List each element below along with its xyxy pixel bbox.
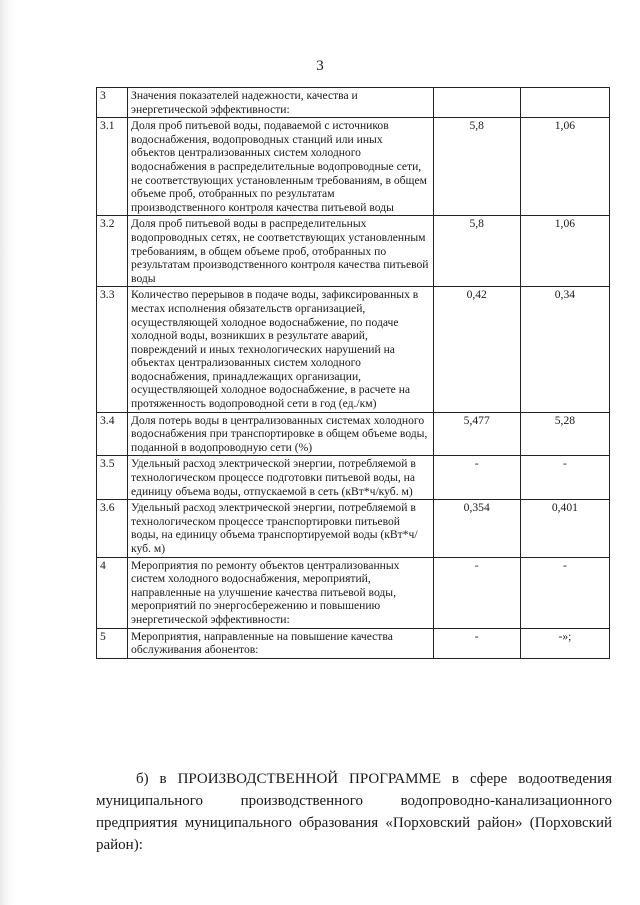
table-row xyxy=(97,216,610,287)
row-description: Значения показателей надежности, качества и энергетической эффективности: xyxy=(128,88,434,118)
indicators-table xyxy=(96,87,610,659)
row-description: Мероприятия по ремонту объектов централизованных систем холодного водоснабжения, мероприятий, направленные на улучшение качества питьевой воды, мероприятий по энергосбережению и повышению энергетической эффективности: xyxy=(128,557,434,628)
row-description: Удельный расход электрической энергии, потребляемой в технологическом процессе подготовки питьевой воды, на единицу объема воды, отпускаемой в сеть (кВт*ч/куб. м) xyxy=(128,456,434,500)
table-row xyxy=(97,412,610,456)
row-value-1: - xyxy=(433,557,520,628)
row-description: Мероприятия, направленные на повышение качества обслуживания абонентов: xyxy=(128,628,434,658)
row-description: Удельный расход электрической энергии, потребляемой в технологическом процессе транспортировки питьевой воды, на единицу объема транспортируемой воды (кВт*ч/куб. м) xyxy=(128,500,434,557)
row-value-1: 0,42 xyxy=(433,287,520,412)
row-description: Доля проб питьевой воды в распределительных водопроводных сетях, не соответствующих установленным требованиям, в общем объеме проб, отобранных по результатам производственного контроля качества питьевой воды xyxy=(128,216,434,287)
row-value-2: 0,34 xyxy=(520,287,609,412)
row-value-2: 1,06 xyxy=(520,118,609,216)
row-value-2: - xyxy=(520,557,609,628)
row-value-2: 1,06 xyxy=(520,216,609,287)
row-value-1: 0,354 xyxy=(433,500,520,557)
row-number: 3.5 xyxy=(97,456,128,500)
row-number: 3.1 xyxy=(97,118,128,216)
row-value-2 xyxy=(520,88,609,118)
row-number: 4 xyxy=(97,557,128,628)
table-row xyxy=(97,88,610,118)
row-value-2: 0,401 xyxy=(520,500,609,557)
row-description: Доля проб питьевой воды, подаваемой с источников водоснабжения, водопроводных станций или иных объектов централизованных систем холодного водоснабжения в распределительные водопроводные сети, не соответствующих установленным требованиям, в общем объеме проб, отобранных по результатам производственного контроля качества питьевой воды xyxy=(128,118,434,216)
paragraph-line: предприятия муниципального образования «Порховский район» (Порховский xyxy=(96,815,612,831)
row-number: 3.6 xyxy=(97,500,128,557)
row-value-2: 5,28 xyxy=(520,412,609,456)
row-number: 3 xyxy=(97,88,128,118)
page-number: 3 xyxy=(316,58,324,74)
row-description: Доля потерь воды в централизованных системах холодного водоснабжения при транспортировке в общем объеме воды, поданной в водопроводную сети (%) xyxy=(128,412,434,456)
row-value-1: 5,477 xyxy=(433,412,520,456)
row-description: Количество перерывов в подаче воды, зафиксированных в местах исполнения обязательств организацией, осуществляющей холодное водоснабжение, по подаче холодной воды, возникших в результате аварий, повреждений и иных технологических нарушений на объектах централизованных систем холодного водоснабжения, принадлежащих организации, осуществляющей холодное водоснабжение, в расчете на протяженность водопроводной сети в год (ед./км) xyxy=(128,287,434,412)
program-paragraph xyxy=(96,768,612,856)
row-value-1 xyxy=(433,88,520,118)
table-row xyxy=(97,628,610,658)
row-value-2: -»; xyxy=(520,628,609,658)
table-row xyxy=(97,118,610,216)
row-value-1: - xyxy=(433,456,520,500)
row-number: 3.3 xyxy=(97,287,128,412)
table-row xyxy=(97,500,610,557)
paragraph-line: муниципального производственного водопроводно-канализационного xyxy=(96,793,612,809)
scan-margin-shadow xyxy=(0,0,14,905)
row-number: 5 xyxy=(97,628,128,658)
row-value-1: 5,8 xyxy=(433,118,520,216)
paragraph-line: район): xyxy=(96,837,143,853)
row-value-2: - xyxy=(520,456,609,500)
paragraph-line: б) в ПРОИЗВОДСТВЕННОЙ ПРОГРАММЕ в сфере водоотведения xyxy=(136,771,612,787)
table-row xyxy=(97,287,610,412)
row-value-1: 5,8 xyxy=(433,216,520,287)
row-value-1: - xyxy=(433,628,520,658)
table-row xyxy=(97,456,610,500)
table-row xyxy=(97,557,610,628)
row-number: 3.4 xyxy=(97,412,128,456)
row-number: 3.2 xyxy=(97,216,128,287)
